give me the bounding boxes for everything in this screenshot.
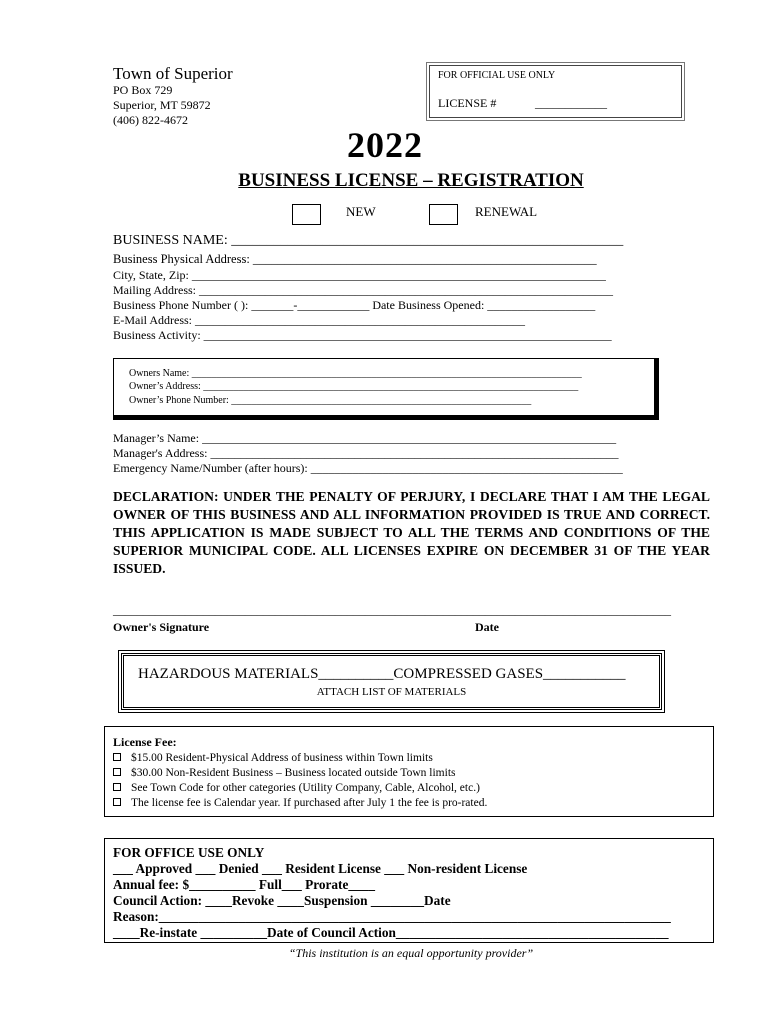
- signature-line[interactable]: _____________________________________________________________________________________________: [113, 603, 671, 617]
- fee-item-text: See Town Code for other categories (Utility Company, Cable, Alcohol, etc.): [131, 782, 480, 794]
- official-use-title: FOR OFFICIAL USE ONLY: [438, 70, 556, 81]
- checkbox-bullet-icon: [113, 753, 121, 761]
- license-fee-box: [104, 726, 714, 817]
- license-fee-title: License Fee:: [113, 735, 177, 749]
- checkbox-bullet-icon: [113, 798, 121, 806]
- renewal-checkbox[interactable]: [429, 204, 458, 225]
- business-physical-address-field[interactable]: Business Physical Address: _______________________________________________________: [113, 252, 597, 266]
- mailing-address-field[interactable]: Mailing Address: _____________________________________________________________________: [113, 283, 613, 297]
- fee-item-text: $30.00 Non-Resident Business – Business located outside Town limits: [131, 767, 456, 779]
- declaration-text: DECLARATION: UNDER THE PENALTY OF PERJURY, I DECLARE THAT I AM THE LEGAL OWNER OF THIS BUSINESS AND ALL INFORMATION PROVIDED IS TRUE AND CORRECT. THIS APPLICATION IS MADE SUBJECT TO ALL THE TERMS AND CONDITIONS OF THE SUPERIOR MUNICIPAL CODE. ALL LICENSES EXPIRE ON DECEMBER 31 OF THE YEAR ISSUED.: [113, 489, 710, 576]
- annual-fee-field[interactable]: Annual fee: $__________ Full___ Prorate____: [113, 877, 375, 892]
- new-label: NEW: [346, 204, 376, 219]
- owner-signature-label: Owner's Signature: [113, 620, 210, 634]
- fee-list-item: [113, 766, 713, 781]
- reason-field[interactable]: Reason:_____________________________________________________________________________: [113, 909, 671, 924]
- form-year: 2022: [347, 125, 423, 165]
- manager-name-field[interactable]: Manager’s Name: _____________________________________________________________________: [113, 431, 617, 445]
- checkbox-bullet-icon: [113, 783, 121, 791]
- reinstate-field[interactable]: ____Re-instate __________Date of Council Action_________________________________________: [113, 925, 669, 940]
- council-action-field[interactable]: Council Action: ____Revoke ____Suspension ________Date: [113, 893, 451, 908]
- business-phone-field[interactable]: Business Phone Number ( ): _______-____________ Date Business Opened: __________________: [113, 298, 596, 312]
- fee-item-text: The license fee is Calendar year. If purchased after July 1 the fee is pro-rated.: [131, 797, 488, 809]
- owner-name-field[interactable]: Owners Name: ______________________________________________________________________________: [129, 368, 582, 379]
- form-title: BUSINESS LICENSE – REGISTRATION: [238, 170, 584, 191]
- owner-phone-field[interactable]: Owner’s Phone Number: ____________________________________________________________: [129, 395, 532, 406]
- fee-list-item: [113, 781, 713, 796]
- approval-status-field[interactable]: ___ Approved ___ Denied ___ Resident License ___ Non-resident License: [113, 861, 528, 876]
- footer-statement: “This institution is an equal opportunity provider”: [288, 946, 534, 960]
- emergency-contact-field[interactable]: Emergency Name/Number (after hours): ____________________________________________________: [113, 461, 623, 475]
- signature-date-label: Date: [475, 620, 499, 634]
- checkbox-bullet-icon: [113, 768, 121, 776]
- renewal-label: RENEWAL: [475, 204, 538, 219]
- license-number-field[interactable]: ____________: [535, 96, 607, 110]
- license-number-label: LICENSE #: [438, 96, 497, 110]
- official-use-box: [429, 65, 682, 118]
- hazardous-materials-field[interactable]: HAZARDOUS MATERIALS__________COMPRESSED GASES___________: [138, 666, 626, 682]
- hazardous-materials-note: ATTACH LIST OF MATERIALS: [316, 686, 467, 698]
- fee-list-item: [113, 751, 713, 766]
- fee-item-text: $15.00 Resident-Physical Address of business within Town limits: [131, 752, 433, 764]
- business-name-field[interactable]: BUSINESS NAME: ________________________________________________________: [113, 233, 624, 248]
- town-name: Town of Superior: [113, 64, 233, 83]
- owner-address-field[interactable]: Owner’s Address: ___________________________________________________________________________: [129, 381, 579, 392]
- fee-list-item: [113, 796, 713, 811]
- address-phone: (406) 822-4672: [113, 113, 188, 127]
- manager-address-field[interactable]: Manager's Address: ____________________________________________________________________: [113, 446, 619, 460]
- office-use-box: [104, 838, 714, 943]
- email-address-field[interactable]: E-Mail Address: _______________________________________________________: [113, 313, 525, 327]
- address-city: Superior, MT 59872: [113, 98, 211, 112]
- new-checkbox[interactable]: [292, 204, 321, 225]
- office-use-title: FOR OFFICE USE ONLY: [113, 845, 265, 860]
- hazardous-materials-box: [121, 653, 662, 710]
- city-state-zip-field[interactable]: City, State, Zip: _____________________________________________________________________: [113, 268, 606, 282]
- address-po-box: PO Box 729: [113, 83, 173, 97]
- owner-info-box: [113, 358, 655, 416]
- business-activity-field[interactable]: Business Activity: ____________________________________________________________________: [113, 328, 612, 342]
